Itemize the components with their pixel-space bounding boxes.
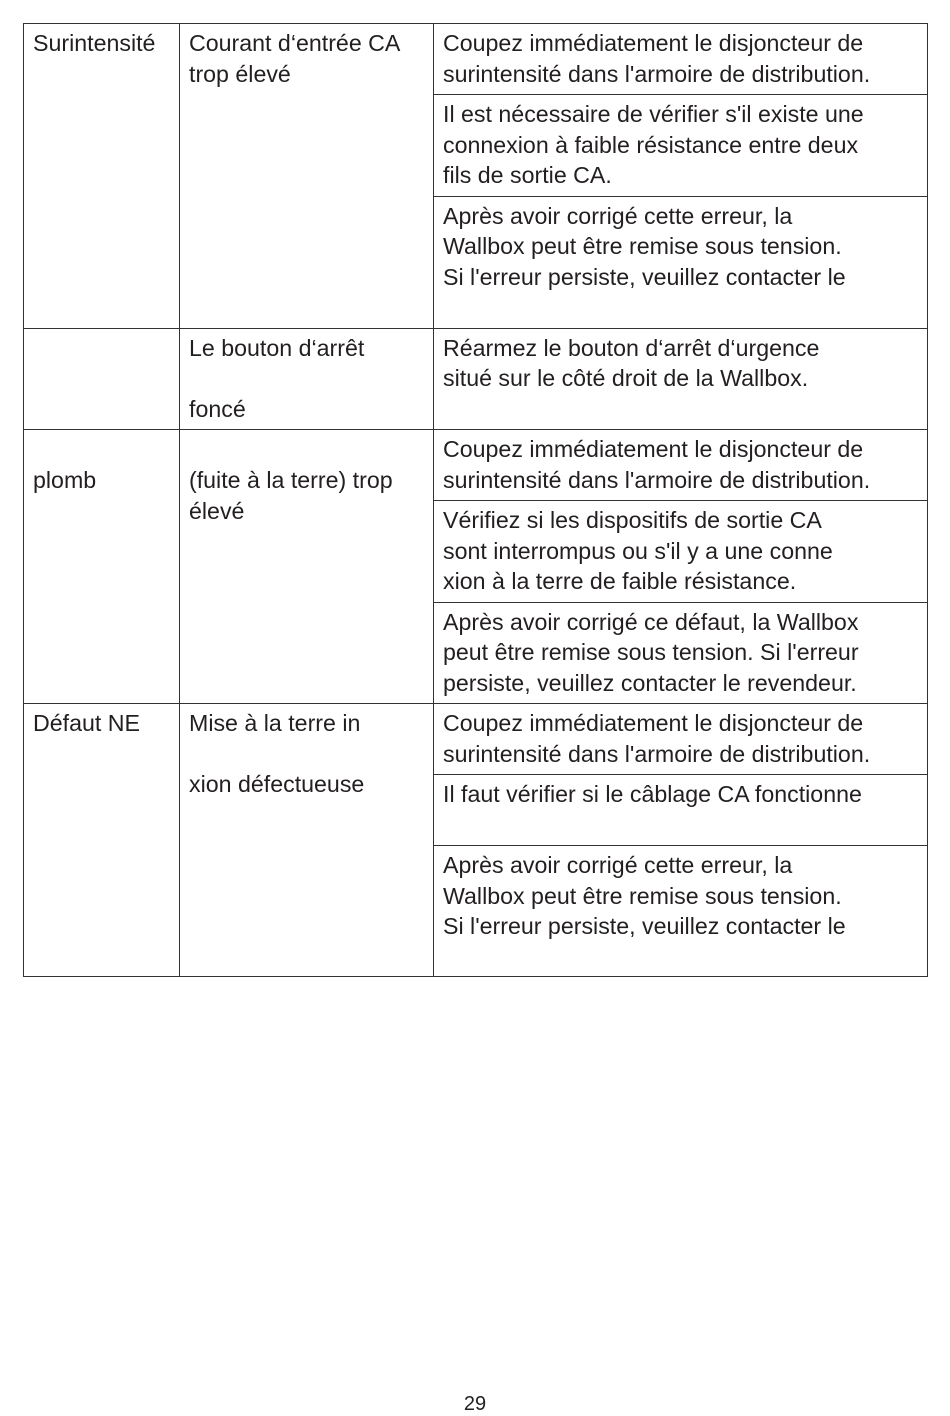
page-number: 29	[463, 1393, 487, 1415]
solution-cell	[434, 95, 928, 197]
cause-cell-emergency-stop	[180, 328, 434, 430]
solution-text: Il est nécessaire de vérifier s'il existe une connexion à faible résistance entre deux fils de sortie CA.	[443, 101, 864, 188]
table-row	[24, 328, 928, 430]
solution-cell	[434, 602, 928, 704]
solution-cell	[434, 704, 928, 775]
cause-label: (fuite à la terre) trop élevé	[189, 467, 393, 524]
solution-cell	[434, 196, 928, 328]
solution-cell	[434, 328, 928, 430]
fault-label: Défaut NE	[33, 710, 140, 736]
fault-label: plomb	[33, 467, 97, 493]
cause-cell-leakage	[180, 430, 434, 704]
solution-text: Réarmez le bouton d‘arrêt d‘urgence situé sur le côté droit de la Wallbox.	[443, 334, 820, 391]
solution-cell	[434, 846, 928, 977]
solution-text: Après avoir corrigé cette erreur, la Wallbox peut être remise sous tension. Si l'erreur persiste, veuillez contacter le	[443, 202, 846, 290]
solution-text: Après avoir corrigé cette erreur, la Wallbox peut être remise sous tension. Si l'erreur persiste, veuillez contacter le	[443, 852, 846, 939]
table-row	[24, 430, 928, 501]
cause-cell-ne	[180, 704, 434, 977]
solution-cell	[434, 501, 928, 603]
cause-label: Courant d‘entrée CA trop élevé	[189, 30, 401, 87]
fault-label: Surintensité	[33, 30, 156, 56]
solution-text: Vérifiez si les dispositifs de sortie CA sont interrompus ou s'il y a une conne xion à la terre de faible résistance.	[443, 507, 833, 594]
fault-cell-leakage	[24, 430, 180, 704]
table-row	[24, 704, 928, 775]
solution-text: Après avoir corrigé ce défaut, la Wallbox peut être remise sous tension. Si l'erreur persiste, veuillez contacter le revendeur.	[443, 608, 859, 696]
table-row	[24, 24, 928, 95]
cause-cell-overcurrent	[180, 24, 434, 329]
solution-text: Coupez immédiatement le disjoncteur de surintensité dans l'armoire de distribution.	[443, 710, 871, 767]
solution-text: Coupez immédiatement le disjoncteur de surintensité dans l'armoire de distribution.	[443, 436, 871, 493]
cause-label: Mise à la terre in xion défectueuse	[189, 710, 365, 797]
solution-text: Il faut vérifier si le câblage CA fonctionne	[443, 781, 862, 807]
solution-cell	[434, 430, 928, 501]
cause-label: Le bouton d‘arrêt foncé	[189, 334, 365, 422]
solution-cell	[434, 775, 928, 846]
fault-cell-overcurrent	[24, 24, 180, 329]
solution-cell	[434, 24, 928, 95]
solution-text: Coupez immédiatement le disjoncteur de surintensité dans l'armoire de distribution.	[443, 30, 871, 87]
fault-cell-ne	[24, 704, 180, 977]
fault-cell-empty	[24, 328, 180, 430]
troubleshooting-table	[23, 23, 928, 977]
